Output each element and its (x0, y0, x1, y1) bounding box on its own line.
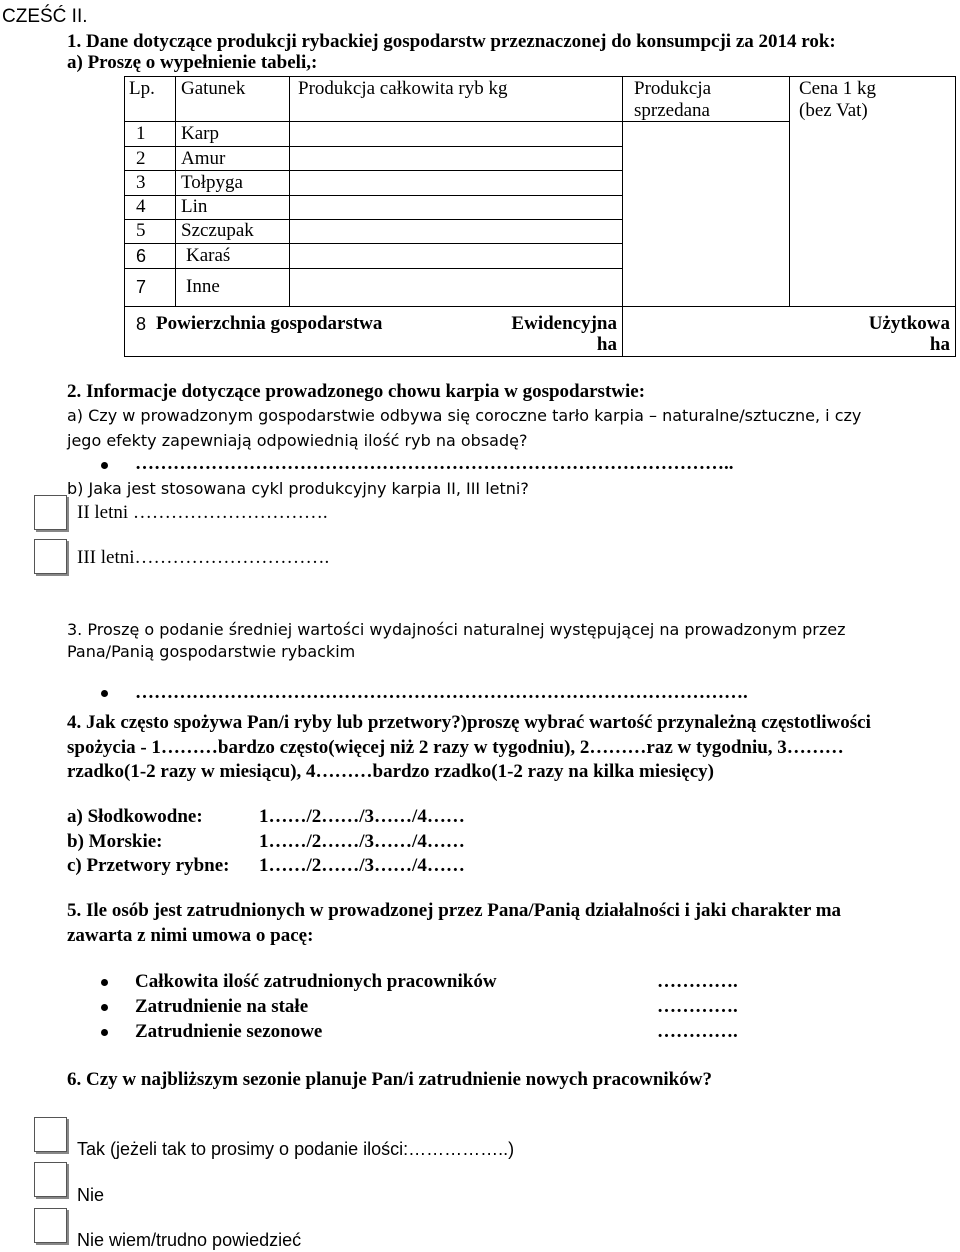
q4-item-label: b) Morskie: (67, 831, 163, 852)
question-1-title: 1. Dane dotyczące produkcji rybackiej gospodarstw przeznaczonej do konsumpcji za 2014 rok: (67, 31, 836, 52)
row-8-ewidencyjna: Ewidencyjna (511, 313, 617, 334)
option-nie-wiem: Nie wiem/trudno powiedzieć (77, 1230, 302, 1250)
checkbox-nie-wiem[interactable] (34, 1208, 67, 1243)
row-lp: 5 (136, 220, 146, 241)
question-3-line1: 3. Proszę o podanie średniej wartości wydajności naturalnej występującej na prowadzonym przez (67, 620, 846, 639)
option-nie: Nie (77, 1185, 105, 1205)
header-cena-1: Cena 1 kg (799, 78, 877, 99)
option-iii-letni: III letni…………………………. (77, 547, 330, 568)
question-2a-line1: a) Czy w prowadzonym gospodarstwie odbywa się coroczne tarło karpia – naturalne/sztuczne, i czy (67, 406, 862, 425)
row-lp: 6 (136, 246, 147, 266)
bullet-icon (101, 1004, 108, 1011)
row-species: Szczupak (181, 220, 254, 241)
row-species: Lin (181, 196, 208, 217)
row-species: Inne (186, 276, 220, 297)
row-8-uzytkowa-unit: ha (929, 334, 950, 355)
row-8-label: Powierzchnia gospodarstwa (156, 313, 383, 334)
checkbox-ii-letni[interactable] (34, 495, 67, 530)
checkbox-iii-letni[interactable] (34, 539, 67, 574)
question-2-title: 2. Informacje dotyczące prowadzonego chowu karpia w gospodarstwie: (67, 381, 646, 402)
q5-item-field[interactable]: …………. (657, 1021, 738, 1042)
checkbox-nie[interactable] (34, 1162, 67, 1197)
bullet-icon (101, 979, 108, 986)
q4-item-scale[interactable]: 1……/2……/3……/4…… (259, 806, 465, 827)
bullet-icon (101, 1029, 108, 1036)
row-lp: 1 (136, 123, 146, 144)
header-produkcja-sprzedana-2: sprzedana (634, 100, 710, 121)
q5-item-label: Całkowita ilość zatrudnionych pracowników (135, 971, 497, 992)
question-1a-instruction: a) Proszę o wypełnienie tabeli,: (67, 52, 318, 73)
q4-item-label: a) Słodkowodne: (67, 806, 203, 827)
row-species: Tołpyga (181, 172, 243, 193)
question-6-title: 6. Czy w najbliższym sezonie planuje Pan/i zatrudnienie nowych pracowników? (67, 1069, 712, 1090)
question-4-line3: rzadko(1-2 razy w miesiącu), 4………bardzo rzadko(1-2 razy na kilka miesięcy) (67, 761, 714, 782)
bullet-icon (101, 690, 108, 697)
question-5-line2: zawarta z nimi umowa o pacę: (67, 925, 314, 946)
row-lp: 7 (136, 277, 147, 297)
option-ii-letni: II letni …………………………. (77, 502, 328, 523)
q4-item-label: c) Przetwory rybne: (67, 855, 230, 876)
row-species: Karaś (186, 245, 231, 266)
q5-item-field[interactable]: …………. (657, 996, 738, 1017)
q4-item-scale[interactable]: 1……/2……/3……/4…… (259, 855, 465, 876)
row-species: Karp (181, 123, 219, 144)
header-lp: Lp. (129, 78, 155, 99)
q4-item-scale[interactable]: 1……/2……/3……/4…… (259, 831, 465, 852)
question-3-line2: Pana/Panią gospodarstwie rybackim (67, 642, 356, 661)
row-lp: 2 (136, 148, 146, 169)
question-4-line2: spożycia - 1………bardzo często(więcej niż 2 razy w tygodniu), 2………raz w tygodniu, 3……… (67, 737, 844, 758)
header-cena-2: (bez Vat) (799, 100, 868, 121)
question-2a-answer-field[interactable]: ………………………………………………………………………………….. (135, 453, 734, 474)
header-gatunek: Gatunek (181, 78, 246, 99)
bullet-icon (101, 462, 108, 469)
q5-item-label: Zatrudnienie sezonowe (135, 1021, 323, 1042)
question-2a-line2: jego efekty zapewniają odpowiednią ilość ryb na obsadę? (67, 431, 528, 450)
question-5-line1: 5. Ile osób jest zatrudnionych w prowadzonej przez Pana/Panią działalności i jaki charakter ma (67, 900, 842, 921)
checkbox-tak[interactable] (34, 1117, 67, 1152)
option-tak: Tak (jeżeli tak to prosimy o podanie ilości:……………..) (77, 1139, 515, 1159)
q5-item-label: Zatrudnienie na stałe (135, 996, 309, 1017)
row-species: Amur (181, 148, 226, 169)
row-lp: 4 (136, 196, 146, 217)
header-produkcja-calkowita: Produkcja całkowita ryb kg (298, 78, 508, 99)
part-title: CZEŚĆ II. (2, 6, 88, 27)
row-8-ewidencyjna-unit: ha (596, 334, 617, 355)
header-produkcja-sprzedana-1: Produkcja (634, 78, 712, 99)
question-3-answer-field[interactable]: ……………………………………………………………………………………. (135, 682, 748, 703)
row-8-lp: 8 (136, 314, 147, 334)
row-8-uzytkowa: Użytkowa (868, 313, 950, 334)
q5-item-field[interactable]: …………. (657, 971, 738, 992)
question-4-line1: 4. Jak często spożywa Pan/i ryby lub przetwory?)proszę wybrać wartość przynależną częstotliwości (67, 712, 871, 733)
question-2b-text: b) Jaka jest stosowana cykl produkcyjny karpia II, III letni? (67, 479, 529, 498)
row-lp: 3 (136, 172, 146, 193)
